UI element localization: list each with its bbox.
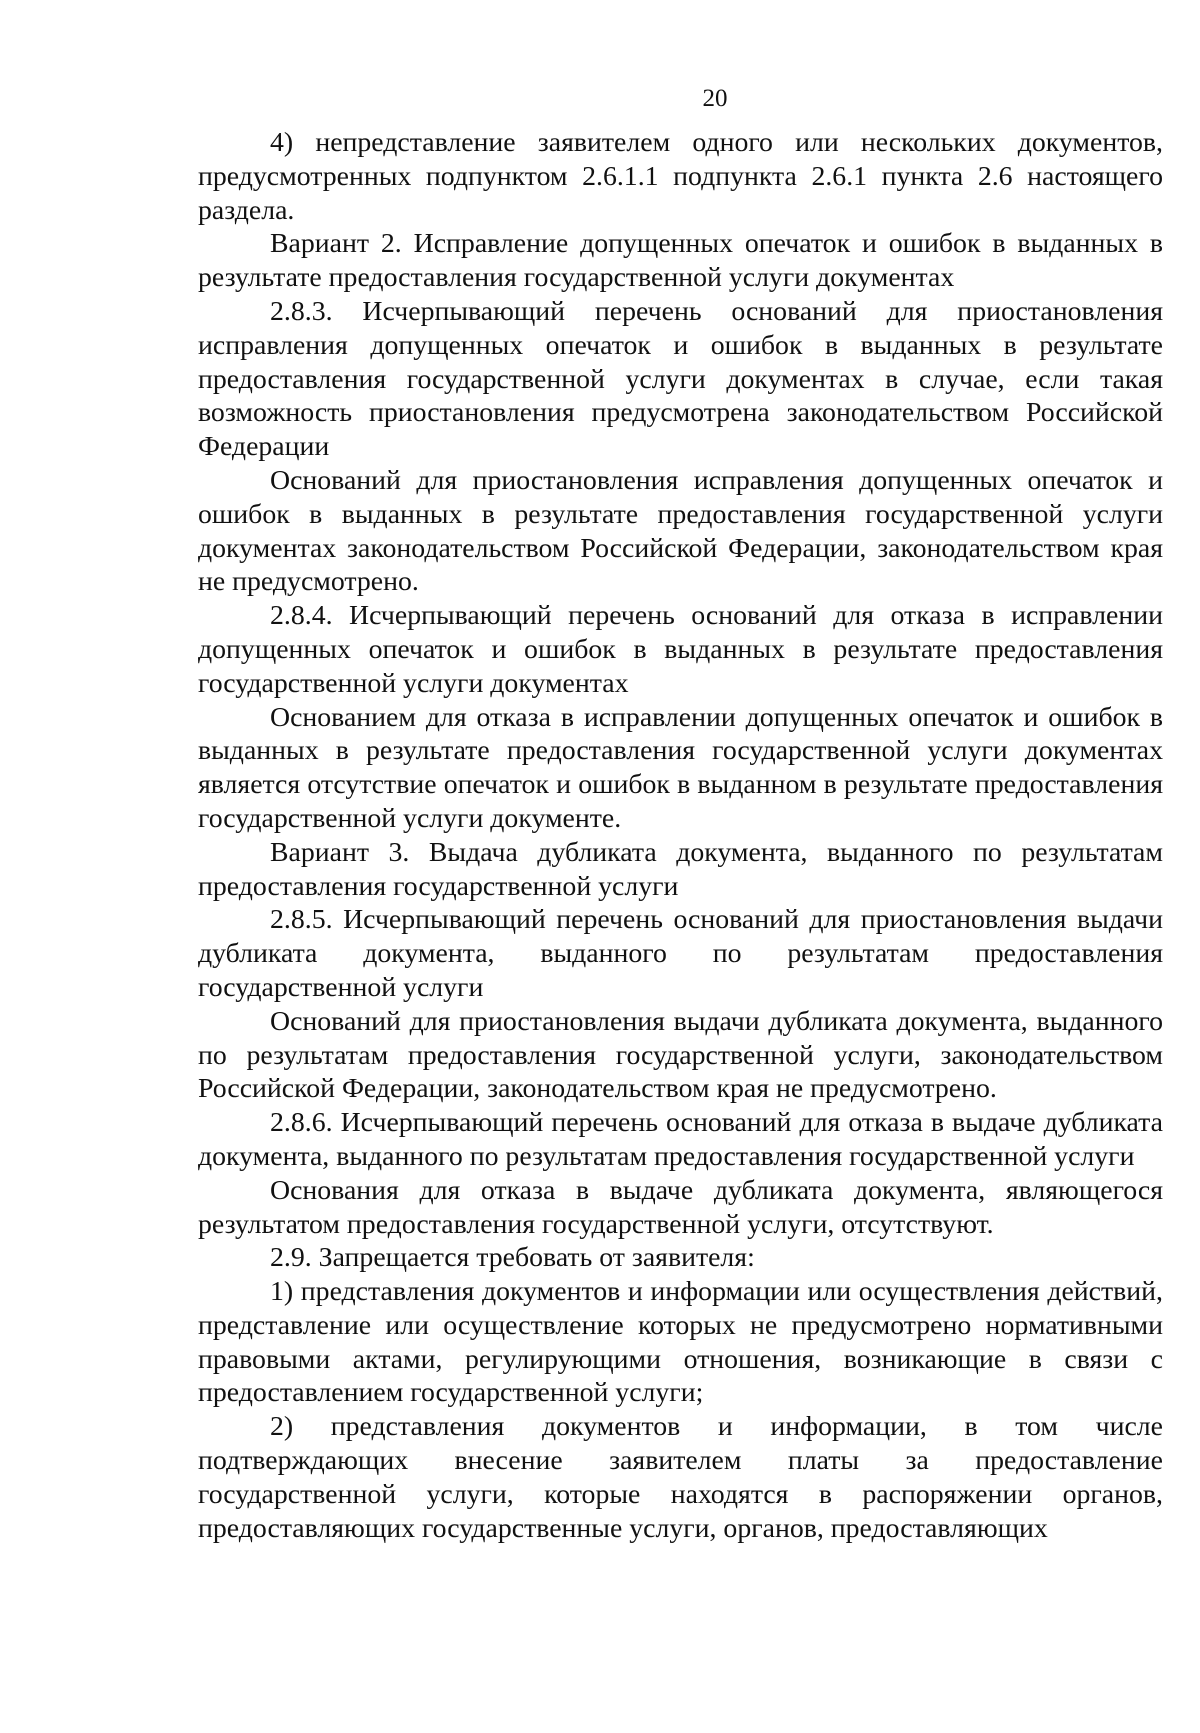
paragraph: Основанием для отказа в исправлении допущенных опечаток и ошибок в выданных в результате предоставления государственной услуги документах является отсутствие опечаток и ошибок в выданном в результате предоставления государственной услуги документе. (198, 701, 1163, 834)
paragraph: 2.8.3. Исчерпывающий перечень оснований для приостановления исправления допущенных опечаток и ошибок в выданных в результате предоставления государственной услуги документах в случае, если такая возможность приостановления предусмотрена законодательством Российской Федерации (198, 295, 1163, 463)
paragraph: 2.8.6. Исчерпывающий перечень оснований для отказа в выдаче дубликата документа, выданного по результатам предоставления государственной услуги (198, 1107, 1163, 1172)
paragraph: Основания для отказа в выдаче дубликата документа, являющегося результатом предоставления государственной услуги, отсутствуют. (198, 1174, 1163, 1240)
paragraph: 1) представления документов и информации или осуществления действий, представление или осуществление которых не предусмотрено нормативными правовыми актами, регулирующими отношения, возникающие в связи с предоставлением государственной услуги; (198, 1276, 1163, 1409)
paragraph: 2.8.5. Исчерпывающий перечень оснований для приостановления выдачи дубликата документа, выданного по результатам предоставления государственной услуги (198, 904, 1163, 1003)
paragraph: Оснований для приостановления исправления допущенных опечаток и ошибок в выданных в результате предоставления государственной услуги документах законодательством Российской Федерации, законодательством края не предусмотрено. (198, 464, 1163, 598)
paragraph: 4) непредставление заявителем одного или нескольких документов, предусмотренных подпунктом 2.6.1.1 подпункта 2.6.1 пункта 2.6 настоящего раздела. (198, 127, 1163, 226)
paragraph: 2) представления документов и информации, в том числе подтверждающих внесение заявителем платы за предоставление государственной услуги, которые находятся в распоряжении органов, предоставляющих государственные услуги, органов, предоставляющих (198, 1411, 1163, 1544)
paragraph: Оснований для приостановления выдачи дубликата документа, выданного по результатам предоставления государственной услуги, законодательством Российской Федерации, законодательством края не предусмотрено. (198, 1005, 1163, 1105)
document-body (198, 126, 1163, 1545)
paragraph: Вариант 2. Исправление допущенных опечаток и ошибок в выданных в результате предоставления государственной услуги документах (198, 228, 1163, 294)
paragraph: 2.8.4. Исчерпывающий перечень оснований для отказа в исправлении допущенных опечаток и ошибок в выданных в результате предоставления государственной услуги документах (198, 600, 1163, 699)
page-number: 20 (702, 85, 728, 112)
paragraph: 2.9. Запрещается требовать от заявителя: (270, 1242, 755, 1274)
paragraph: Вариант 3. Выдача дубликата документа, выданного по результатам предоставления государственной услуги (198, 836, 1163, 902)
